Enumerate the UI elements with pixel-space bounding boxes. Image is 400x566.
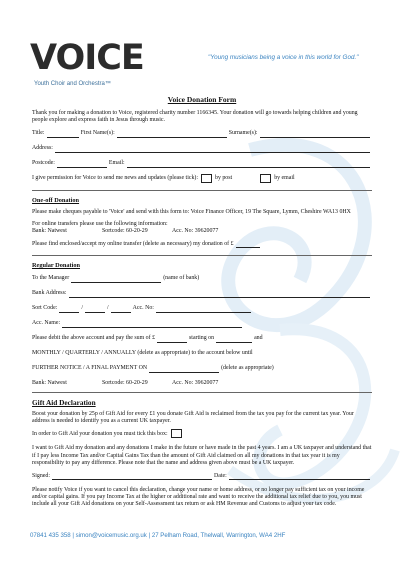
address-row (32, 145, 372, 153)
monthly-row (32, 350, 372, 358)
giftaid-heading: Gift Aid Declaration (32, 397, 96, 407)
enclosed-text: Please find enclosed/accept my online transfer (delete as necessary) my donation of £ (32, 241, 234, 248)
postcode-label: Postcode: (32, 160, 55, 167)
start-date-field[interactable] (216, 337, 252, 343)
oneoff-heading: One-off Donation (32, 196, 80, 204)
voice-logo (30, 38, 144, 98)
form-content (32, 96, 372, 514)
permission-text: I give permission for Voice to send me news and updates (please tick): (32, 175, 198, 182)
divider (32, 190, 372, 191)
logo-wordmark: VOICE (30, 38, 144, 78)
further-notice-row (32, 365, 372, 373)
intro-text: Thank you for making a donation to Voice, registered charity number 1166345. Your donation will go towards helping children and young people explore and express faith in Jesus through music. (32, 110, 358, 124)
permission-row (32, 175, 372, 183)
sort-code-row: Sort Code: / / Acc. No: (32, 305, 372, 313)
to-manager-label: To the Manager (32, 275, 70, 282)
sort-code-2-field[interactable] (85, 307, 105, 313)
starting-on-label: starting on (189, 335, 215, 342)
bank-name-field[interactable] (71, 277, 161, 283)
logo-subtitle: Youth Choir and Orchestra™ (34, 81, 111, 87)
date-label: Date: (214, 472, 227, 479)
acc-name-label: Acc. Name: (32, 320, 61, 327)
acc-no-field[interactable] (156, 307, 251, 313)
acc-name-field[interactable] (62, 322, 242, 328)
sort-code-1-field[interactable] (59, 307, 79, 313)
sort-code-label: Sort Code: (32, 305, 58, 312)
tick-text: In order to Gift Aid your donation you must tick this box: (32, 431, 168, 438)
bank-name: Bank: Natwest (32, 228, 67, 235)
sortcode: Sortcode: 60-20-29 (102, 228, 148, 235)
enclosed-row (32, 240, 372, 248)
email-field[interactable] (127, 162, 370, 168)
email-label: Email: (108, 160, 125, 167)
bank-address-label: Bank Address: (32, 290, 67, 297)
account-number: Acc. No: 39620077 (172, 228, 219, 235)
bank-name: Bank: Natwest (32, 379, 67, 386)
notify-text: Please notify Voice if you want to cancel this declaration, change your name or home address, or no longer pay sufficient tax on your income and/or capital gains. If you pay Income Tax at the higher or additional rate and want to receive the additional tax relief due to you, you must include all your Gift Aid donations on your Self-Assessment tax return or ask HM Revenue and Customs to adjust your tax code. (32, 487, 365, 508)
and-label: and (254, 335, 263, 342)
acc-name-row (32, 320, 372, 328)
account-number: Acc. No: 39620077 (172, 379, 219, 386)
by-post-label: by post (215, 175, 233, 182)
delete-appropriate-text: (delete as appropriate) (221, 365, 274, 372)
surname-field[interactable] (260, 132, 370, 138)
first-names-label: First Name(s): (80, 130, 115, 137)
postcode-field[interactable] (57, 162, 107, 168)
footer-contact: 07841 435 358 | simon@voicemusic.org.uk | 27 Pelham Road, Thelwall, Warrington, WA4 2HF (30, 532, 286, 539)
postcode-email-row (32, 160, 372, 168)
donation-amount-field[interactable] (236, 242, 260, 248)
title-field[interactable] (47, 132, 79, 138)
boost-text: Boost your donation by 25p of Gift Aid for every £1 you donate Gift Aid is reclaimed from the tax you pay for the current tax year. Your address is needed to identify you as a current UK taxpayer. (32, 411, 354, 425)
tick-row (32, 430, 372, 438)
by-email-checkbox[interactable] (260, 174, 271, 183)
form-title: Voice Donation Form (167, 95, 237, 104)
tagline: "Young musicians being a voice in this world for God." (208, 54, 359, 61)
surname-label: Surname(s): (228, 130, 258, 137)
giftaid-checkbox[interactable] (171, 429, 182, 438)
final-payment-field[interactable] (149, 367, 219, 373)
cheques-text: Please make cheques payable to 'Voice' and send with this form to: Voice Finance Officer, 19 The Square, Lymm, Cheshire WA13 0HX (32, 208, 351, 215)
divider (32, 392, 372, 393)
manager-row (32, 275, 372, 283)
name-row (32, 130, 372, 138)
bank-address-row (32, 290, 372, 298)
acc-no-label: Acc. No: (132, 305, 154, 312)
name-of-bank-label: (name of bank) (163, 275, 200, 282)
date-field[interactable] (229, 474, 370, 480)
first-names-field[interactable] (117, 132, 227, 138)
signed-row (32, 472, 372, 480)
regular-heading: Regular Donation (32, 262, 80, 270)
address-label: Address: (32, 145, 53, 152)
signature-field[interactable] (52, 474, 212, 480)
debit-amount-field[interactable] (157, 337, 187, 343)
oneoff-bank-details (32, 228, 372, 235)
monthly-text: MONTHLY / QUARTERLY / ANNUALLY (delete as appropriate) to the account below until (32, 350, 253, 357)
further-notice-text: FURTHER NOTICE / A FINAL PAYMENT ON (32, 365, 148, 372)
debit-row (32, 335, 372, 343)
declaration-text: I want to Gift Aid my donation and any donations I make in the future or have made in the past 4 years. I am a UK taxpayer and understand that if I pay less Income Tax and/or Capital Gains Tax than the amount of Gift Aid claimed on all my donations in that tax year it is my responsibility to pay any difference. Please note that the name and address given above must be a UK taxpayer. (32, 445, 372, 466)
sort-code-3-field[interactable] (111, 307, 131, 313)
online-intro: For online transfers please use the following information: (32, 221, 168, 228)
debit-text: Please debit the above account and pay the sum of £ (32, 335, 156, 342)
divider (32, 255, 372, 256)
regular-bank-details (32, 380, 372, 387)
sortcode: Sortcode: 60-20-29 (102, 379, 148, 386)
by-email-label: by email (274, 175, 295, 182)
bank-address-field[interactable] (69, 292, 370, 298)
by-post-checkbox[interactable] (201, 174, 212, 183)
title-label: Title: (32, 130, 45, 137)
signed-label: Signed: (32, 472, 50, 479)
address-field[interactable] (55, 147, 370, 153)
